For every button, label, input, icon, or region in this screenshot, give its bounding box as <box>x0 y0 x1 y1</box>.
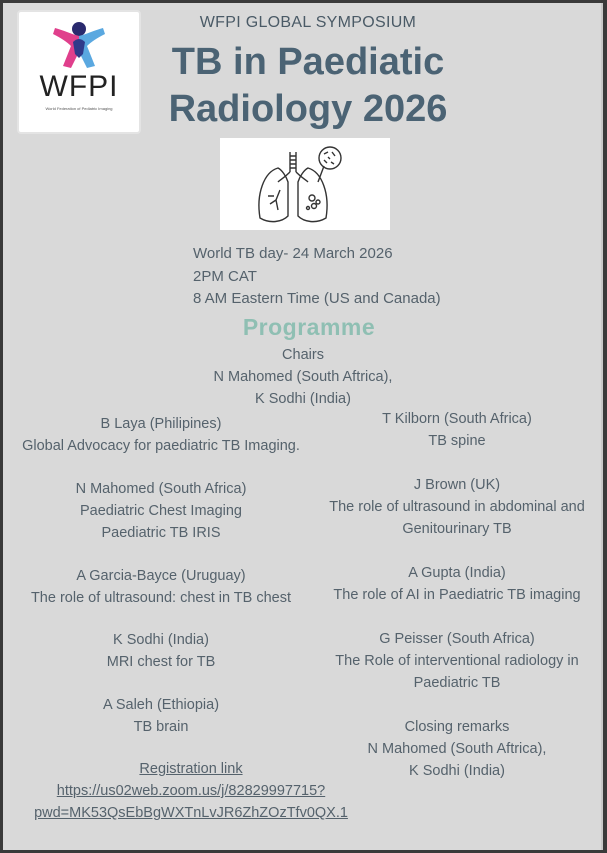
talk-speaker: A Gupta (India) <box>408 565 506 581</box>
symposium-kicker: WFPI GLOBAL SYMPOSIUM <box>199 14 417 31</box>
programme-heading: Programme <box>242 314 376 340</box>
talk-title: MRI chest for TB <box>106 654 216 670</box>
talk-item <box>313 562 601 606</box>
talk-item <box>313 628 601 694</box>
registration-block <box>3 758 379 824</box>
talk-item <box>3 413 319 457</box>
talk-title: Paediatric Chest Imaging <box>80 503 242 519</box>
logo-subtext: World Federation of Pediatric Imaging <box>45 106 113 111</box>
talk-item <box>313 474 601 540</box>
talk-speaker: K Sodhi (India) <box>113 632 209 648</box>
registration-url-line-2[interactable]: pwd=MK53QsEbBgWXTnLvJR6ZhZOzTfv0QX.1 <box>34 805 348 821</box>
registration-url-line-1[interactable]: https://us02web.zoom.us/j/82829997715? <box>56 783 326 799</box>
talk-title: The role of ultrasound: chest in TB chest <box>30 590 292 606</box>
title-line-2: Radiology 2026 <box>168 88 448 130</box>
closing-name: K Sodhi (India) <box>409 763 505 779</box>
talk-title: Paediatric TB IRIS <box>101 525 221 541</box>
event-info <box>193 243 441 311</box>
talk-speaker: B Laya (Philipines) <box>100 416 222 432</box>
talk-item <box>3 478 319 544</box>
page-title <box>143 39 473 133</box>
event-date: World TB day- 24 March 2026 <box>193 245 393 262</box>
lungs-illustration <box>220 138 390 230</box>
wfpi-logo <box>17 10 141 134</box>
talk-speaker: N Mahomed (South Africa) <box>75 481 247 497</box>
talk-item <box>3 694 319 738</box>
talk-title: Paediatric TB <box>413 675 501 691</box>
talk-title: The Role of interventional radiology in <box>335 653 579 669</box>
talk-speaker: J Brown (UK) <box>413 477 501 493</box>
talk-speaker: A Garcia-Bayce (Uruguay) <box>76 568 246 584</box>
chair-name: K Sodhi (India) <box>255 391 351 407</box>
talk-speaker: A Saleh (Ethiopia) <box>102 697 220 713</box>
talk-item <box>313 408 601 452</box>
talk-item <box>3 629 319 673</box>
chairs-label: Chairs <box>282 347 324 363</box>
talk-title: Global Advocacy for paediatric TB Imaging. <box>22 438 300 454</box>
talk-speaker: G Peisser (South Africa) <box>379 631 535 647</box>
registration-link-label[interactable]: Registration link <box>139 761 243 777</box>
chairs-block <box>143 344 463 410</box>
flyer-page <box>3 3 603 850</box>
talk-title: The role of AI in Paediatric TB imaging <box>333 587 581 603</box>
closing-label: Closing remarks <box>404 719 510 735</box>
talk-title: The role of ultrasound in abdominal and <box>329 499 585 515</box>
title-line-1: TB in Paediatic <box>171 41 445 83</box>
talk-title: TB brain <box>133 719 189 735</box>
talk-speaker: T Kilborn (South Africa) <box>382 411 532 427</box>
chair-name: N Mahomed (South Aftrica), <box>213 369 393 385</box>
talk-title: Genitourinary TB <box>402 521 512 537</box>
logo-wordmark: WFPI <box>39 70 119 103</box>
closing-name: N Mahomed (South Aftrica), <box>367 741 547 757</box>
event-time-cat: 2PM CAT <box>193 267 257 285</box>
talk-item <box>3 565 319 609</box>
event-time-et: 8 AM Eastern Time (US and Canada) <box>193 290 441 307</box>
talk-title: TB spine <box>428 433 486 449</box>
lungs-with-bacteria-icon <box>220 138 390 230</box>
